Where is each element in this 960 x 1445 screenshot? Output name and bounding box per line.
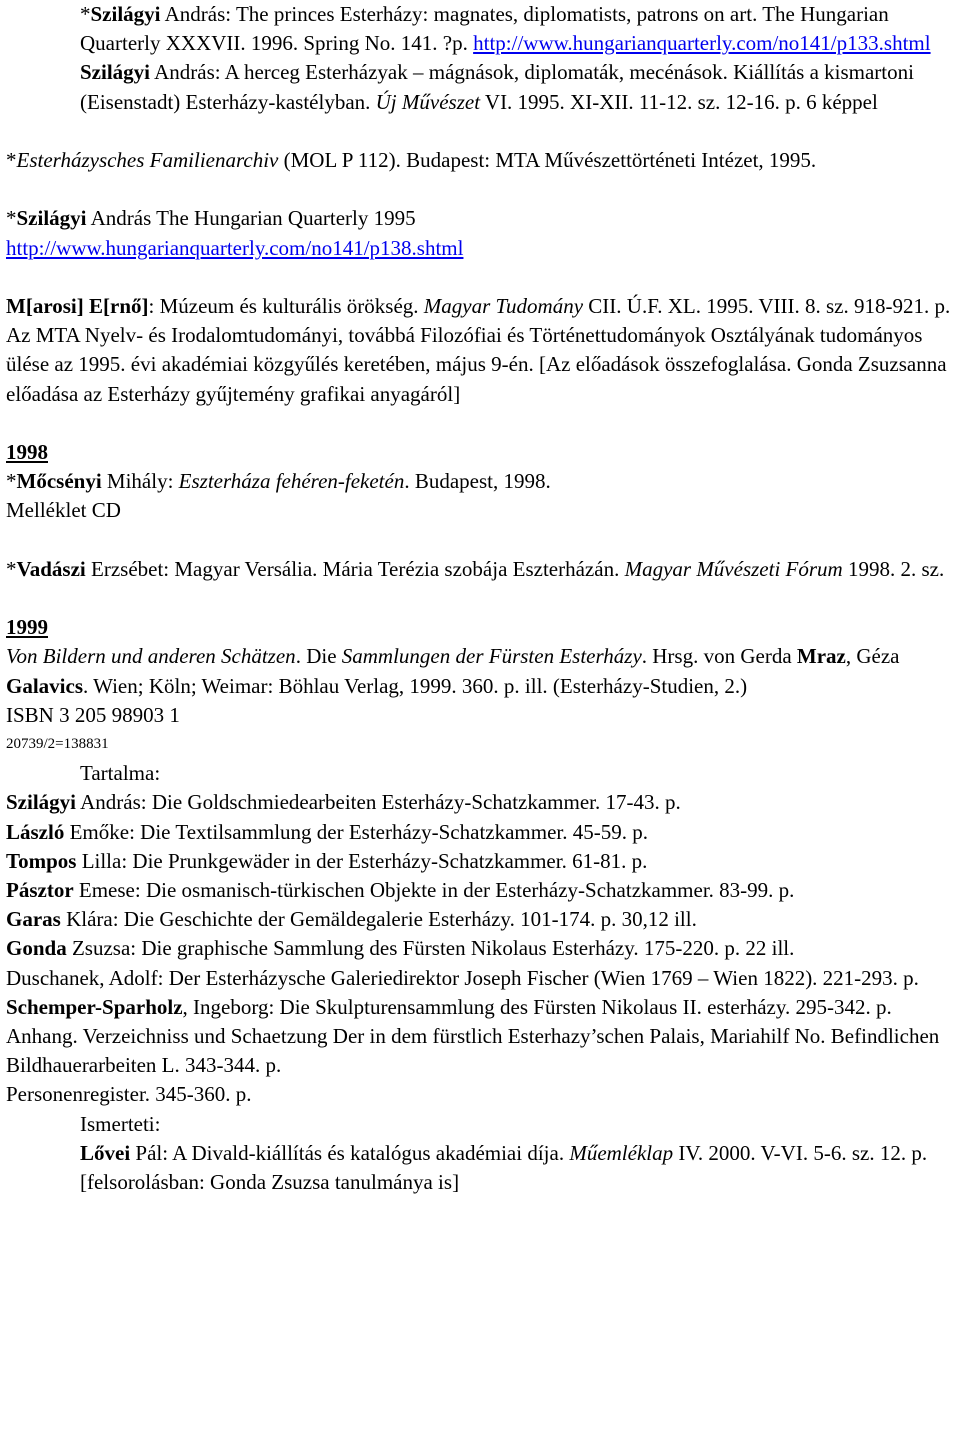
author-name: Vadászi: [16, 556, 86, 581]
entry-szilagyi-princes-esterhazy: [6, 0, 954, 117]
year-heading-1998: [6, 438, 954, 467]
entry-text: . Die: [295, 644, 342, 669]
blank-line: [6, 175, 954, 204]
entry-text: ISBN 3 205 98903 1: [6, 702, 180, 727]
entry-text: *: [6, 148, 17, 172]
entry-mta-ules: [6, 321, 954, 409]
author-name: M[arosi] E[rnő]: [6, 293, 149, 318]
reviewed-by-label: [6, 1110, 954, 1139]
blank-line: [6, 526, 954, 555]
entry-text: Melléklet CD: [6, 498, 121, 523]
contents-item-gonda: [6, 934, 954, 963]
entry-text: Zsuzsa: Die graphische Sammlung des Fürsten Nikolaus Esterházy. 175-220. p. 22 ill.: [66, 936, 795, 961]
entry-text: Mihály:: [101, 469, 179, 494]
entry-mocsenyi: [6, 467, 954, 496]
entry-marosi-muzeum: [6, 292, 954, 321]
entry-text: , Géza: [845, 644, 900, 669]
italic-title: Von Bildern und anderen Schätzen: [6, 644, 296, 669]
author-name: Szilágyi: [6, 790, 77, 815]
author-name: Pásztor: [6, 878, 74, 902]
entry-text: VI. 1995. XI-XII. 11-12. sz. 12-16. p. 6 képpel: [480, 89, 878, 114]
entry-text: . Wien; Köln; Weimar: Böhlau Verlag, 1999. 360. p. ill. (Esterházy-Studien, 2.): [83, 673, 748, 698]
author-name: Mraz: [796, 644, 846, 669]
entry-szilagyi-hungarian-quarterly: [6, 204, 954, 233]
entry-text: Pál: A Divald-kiállítás és katalógus akadémiai díja.: [130, 1140, 570, 1165]
entry-text: Anhang. Verzeichniss und Schaetzung Der in dem fürstlich Esterhazy’schen Palais, Mariahilf No. Befindlichen Bildhauerarbeiten L. 343-344. p.: [6, 1024, 940, 1078]
italic-title: Eszterháza fehéren-feketén: [178, 469, 405, 494]
entry-text: : Múzeum és kulturális örökség.: [148, 293, 424, 318]
entry-text: Duschanek, Adolf: Der Esterházysche Galeriedirektor Joseph Fischer (Wien 1769 – Wien 1822). 221-293. p.: [6, 965, 919, 990]
entry-von-bildern: [6, 642, 954, 700]
author-name: Garas: [6, 907, 61, 932]
entry-text: . Hrsg. von Gerda: [641, 644, 797, 669]
contents-label: [6, 759, 954, 788]
blank-line: [6, 409, 954, 438]
entry-text: 20739/2=138831: [6, 735, 109, 752]
contents-item-pasztor: [6, 876, 954, 905]
entry-text: *: [6, 206, 17, 231]
entry-text: IV. 2000. V-VI. 5-6. sz. 12. p. [felsorolásban: Gonda Zsuzsa tanulmánya is]: [80, 1140, 928, 1195]
author-name: Galavics: [6, 673, 83, 698]
entry-text: *: [6, 469, 17, 494]
entry-melleklet-cd: [6, 496, 954, 525]
contents-item-duschanek: [6, 964, 954, 993]
entry-text: *: [80, 2, 91, 26]
author-name: Mőcsényi: [16, 469, 102, 494]
url-link[interactable]: http://www.hungarianquarterly.com/no141/p138.shtml: [6, 235, 464, 260]
year-heading-1999: [6, 613, 954, 642]
entry-text: Erzsébet: Magyar Versália. Mária Terézia szobája Eszterházán.: [85, 556, 625, 581]
entry-vadaszi: [6, 555, 954, 584]
author-name: Szilágyi: [90, 2, 161, 26]
entry-text: Az MTA Nyelv- és Irodalomtudományi, továbbá Filozófiai és Történettudományok Osztályának tudományos ülése az 1995. évi akadémiai közgyűlés keretében, május 9-én. [Az előadások összefoglalása. Gonda Zsuzsanna előadása az Esterházy gyűjtemény grafikai anyagáról]: [6, 323, 947, 406]
author-name: Lővei: [80, 1140, 131, 1165]
italic-title: Műemléklap: [569, 1140, 674, 1165]
entry-text: Klára: Die Geschichte der Gemäldegalerie Esterházy. 101-174. p. 30,12 ill.: [60, 907, 697, 932]
entry-text: András: A herceg Esterházyak – mágnások, diplomaták, mecénások. Kiállítás a kismartoni (Eisenstadt) Esterházy-kastélyban.: [80, 60, 914, 114]
blank-line: [6, 117, 954, 146]
entry-familienarchiv: [6, 146, 954, 175]
entry-text: Tartalma:: [80, 761, 161, 786]
italic-title: Magyar Művészeti Fórum: [624, 556, 843, 581]
author-name: Schemper-Sparholz: [6, 994, 183, 1019]
author-name: Szilágyi: [80, 60, 151, 85]
contents-item-schemper-sparholz: [6, 993, 954, 1022]
italic-title: Magyar Tudomány: [423, 293, 584, 318]
entry-isbn: [6, 701, 954, 730]
entry-text: , Ingeborg: Die Skulpturensammlung des Fürsten Nikolaus II. esterházy. 295-342. p.: [182, 994, 892, 1019]
entry-text: Ismerteti:: [80, 1111, 161, 1136]
author-name: Szilágyi: [16, 206, 87, 231]
contents-item-garas: [6, 905, 954, 934]
entry-text: Emőke: Die Textilsammlung der Esterházy-Schatzkammer. 45-59. p.: [64, 819, 648, 844]
entry-text: András The Hungarian Quarterly 1995: [86, 206, 416, 231]
entry-hq-link: [6, 234, 954, 263]
author-name: László: [6, 819, 65, 844]
entry-lovei-review: [6, 1139, 954, 1197]
entry-call-number: [6, 730, 954, 759]
entry-text: *: [6, 556, 17, 581]
entry-text: 1999: [6, 615, 48, 640]
entry-text: CII. Ú.F. XL. 1995. VIII. 8. sz. 918-921. p.: [583, 293, 951, 318]
italic-title: Új Művészet: [375, 89, 481, 114]
blank-line: [6, 263, 954, 292]
entry-text: . Budapest, 1998.: [404, 469, 551, 494]
author-name: Gonda: [6, 936, 67, 961]
entry-text: Lilla: Die Prunkgewäder in der Esterházy-Schatzkammer. 61-81. p.: [76, 848, 648, 873]
entry-text: 1998: [6, 439, 48, 464]
author-name: Tompos: [6, 848, 77, 873]
entry-text: Personenregister. 345-360. p.: [6, 1082, 252, 1107]
contents-item-personenregister: [6, 1080, 954, 1109]
contents-item-laszlo: [6, 818, 954, 847]
contents-item-anhang: [6, 1022, 954, 1080]
blank-line: [6, 584, 954, 613]
contents-item-tompos: [6, 847, 954, 876]
entry-text: Emese: Die osmanisch-türkischen Objekte in der Esterházy-Schatzkammer. 83-99. p.: [73, 878, 795, 902]
contents-item-szilagyi: [6, 788, 954, 817]
entry-text: (MOL P 112). Budapest: MTA Művészettörténeti Intézet, 1995.: [278, 148, 817, 172]
url-link[interactable]: http://www.hungarianquarterly.com/no141/p133.shtml: [473, 31, 931, 56]
italic-title: Esterházysches Familienarchiv: [16, 148, 279, 172]
italic-title: Sammlungen der Fürsten Esterházy: [341, 644, 642, 669]
entry-text: András: The princes Esterházy: magnates, diplomatists, patrons on art. The Hungarian Quarterly XXXVII. 1996. Spring No. 141. ?p.: [80, 2, 889, 56]
entry-text: 1998. 2. sz.: [842, 556, 945, 581]
entry-text: András: Die Goldschmiedearbeiten Esterházy-Schatzkammer. 17-43. p.: [76, 790, 681, 815]
